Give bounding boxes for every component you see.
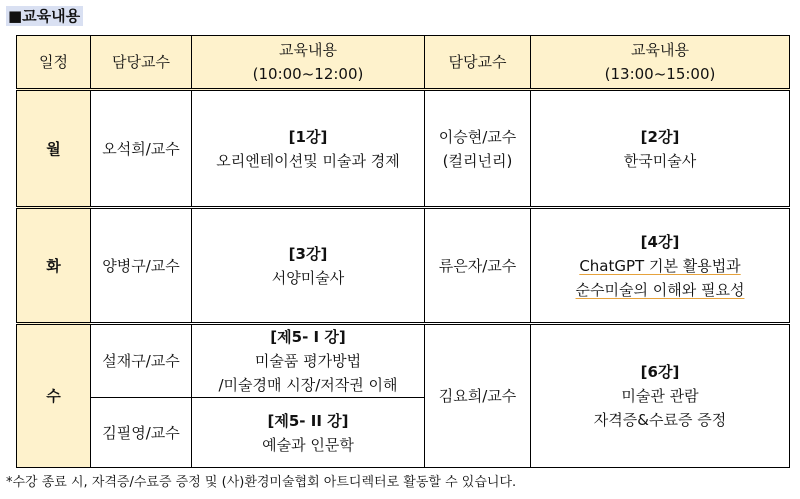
lecture-topic-text: 순수미술의 이해와 필요성	[575, 280, 745, 299]
professor-cell: 김필영/교수	[91, 398, 192, 468]
professor-cell: 류은자/교수	[425, 208, 531, 324]
lecture-topic: 서양미술사	[271, 268, 345, 287]
header-prof-pm: 담당교수	[425, 36, 531, 90]
lecture-number: [3강]	[288, 244, 328, 263]
lecture-cell	[531, 208, 790, 324]
footnote: *수강 종료 시, 자격증/수료증 증정 및 (사)환경미술협회 아트디렉터로 활동할 수 있습니다.	[6, 475, 517, 490]
header-content-am-label: 교육내용	[279, 41, 337, 59]
lecture-topic-text: ChatGPT 기본 활용법과	[579, 256, 741, 275]
lecture-number: [제5- II 강]	[267, 411, 349, 430]
lecture-topic: 미술관 관람	[621, 387, 699, 405]
lecture-cell	[531, 90, 790, 208]
lecture-cell	[531, 324, 790, 468]
professor-cell: 김요희/교수	[425, 324, 531, 468]
header-content-am	[192, 36, 425, 90]
professor-cell: 양병구/교수	[91, 208, 192, 324]
header-content-pm-label: 교육내용	[631, 41, 689, 59]
lecture-number: [1강]	[288, 127, 328, 146]
lecture-number: [2강]	[640, 127, 680, 146]
lecture-cell	[192, 324, 425, 398]
section-title	[6, 5, 83, 26]
lecture-topic-line2	[531, 278, 789, 302]
table-row-monday	[17, 90, 790, 208]
professor-cell: 설재구/교수	[91, 324, 192, 398]
professor-affiliation: (컬리넌리)	[442, 151, 513, 170]
lecture-topic-line1	[531, 254, 789, 278]
lecture-number: [6강]	[640, 363, 680, 381]
header-content-pm	[531, 36, 790, 90]
schedule-table	[16, 35, 790, 468]
lecture-topic: 한국미술사	[623, 151, 697, 170]
header-day: 일정	[17, 36, 91, 90]
lecture-topic: 오리엔테이션및 미술과 경제	[216, 151, 400, 170]
professor-cell	[425, 90, 531, 208]
section-title-text: ■교육내용	[6, 6, 83, 26]
header-time-am: (10:00~12:00)	[252, 65, 364, 83]
lecture-topic: 예술과 인문학	[262, 435, 354, 454]
header-prof-am: 담당교수	[91, 36, 192, 90]
header-time-pm: (13:00~15:00)	[604, 65, 716, 83]
lecture-topic: 자격증&수료증 증정	[593, 411, 727, 429]
professor-cell: 오석희/교수	[91, 90, 192, 208]
table-row-wednesday-1	[17, 324, 790, 398]
professor-name: 이승현/교수	[438, 127, 517, 146]
day-cell-wednesday: 수	[17, 324, 91, 468]
lecture-number: [4강]	[640, 232, 680, 251]
header-row	[17, 36, 790, 90]
lecture-number: [제5- I 강]	[270, 328, 346, 346]
lecture-topic: /미술경매 시장/저작권 이해	[218, 376, 398, 394]
table-row-tuesday	[17, 208, 790, 324]
lecture-cell	[192, 398, 425, 468]
lecture-cell	[192, 208, 425, 324]
lecture-cell	[192, 90, 425, 208]
lecture-topic: 미술품 평가방법	[254, 352, 362, 370]
day-cell-tuesday: 화	[17, 208, 91, 324]
day-cell-monday: 월	[17, 90, 91, 208]
